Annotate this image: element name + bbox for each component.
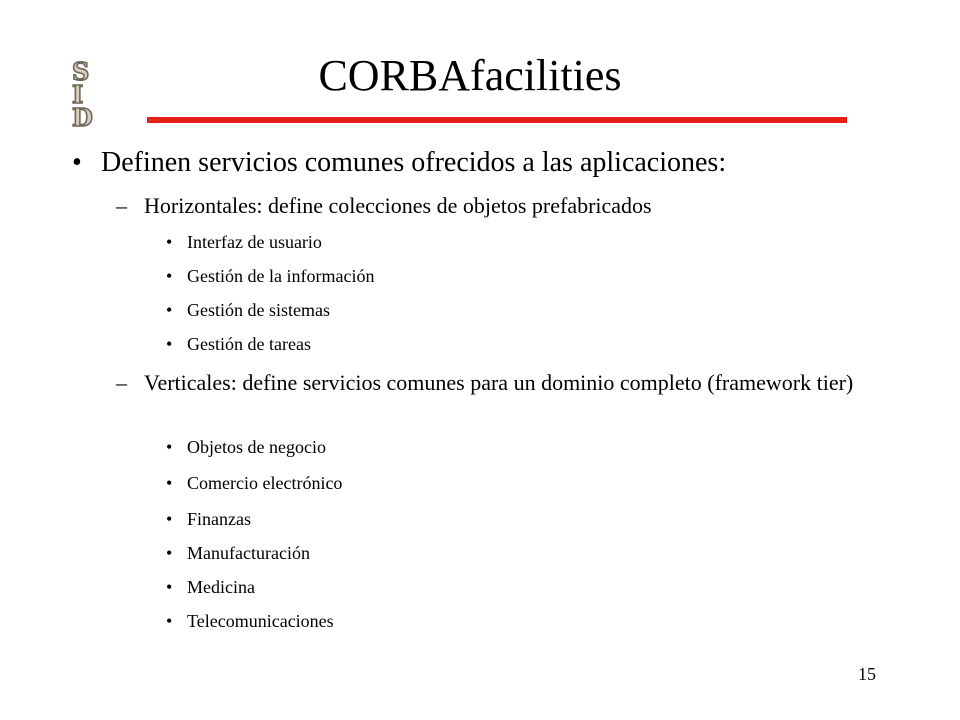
list-item-text: Gestión de sistemas xyxy=(187,300,330,320)
list-item-text: Comercio electrónico xyxy=(187,473,343,493)
list-item-text: Medicina xyxy=(187,577,255,597)
dash-marker: – xyxy=(116,193,127,218)
bullet-marker: • xyxy=(166,300,173,320)
bullet-marker: • xyxy=(166,266,173,286)
bullet-marker: • xyxy=(166,611,173,631)
horizontal-text: Horizontales: define colecciones de objetos prefabricados xyxy=(144,193,652,218)
dash-marker: – xyxy=(116,370,127,395)
list-item-text: Objetos de negocio xyxy=(187,437,326,457)
bullet-marker: • xyxy=(166,232,173,252)
vertical-subpoint xyxy=(116,370,856,396)
bullet-marker: • xyxy=(166,577,173,597)
list-item-text: Manufacturación xyxy=(187,543,310,563)
bullet-marker: • xyxy=(166,473,173,493)
logo-letter-i: I xyxy=(72,80,84,109)
list-item-text: Telecomunicaciones xyxy=(187,611,334,631)
list-item-text: Gestión de la información xyxy=(187,266,375,286)
list-item-text: Finanzas xyxy=(187,509,251,529)
bullet-marker: • xyxy=(166,509,173,529)
bullet-marker: • xyxy=(166,437,173,457)
list-item-text: Interfaz de usuario xyxy=(187,232,322,252)
bullet-marker: • xyxy=(72,147,82,178)
vertical-text: Verticales: define servicios comunes para un dominio completo (framework tier) xyxy=(144,370,854,395)
page-number: 15 xyxy=(858,664,876,684)
bullet-marker: • xyxy=(166,543,173,563)
bullet-marker: • xyxy=(166,334,173,354)
horizontal-subpoint xyxy=(116,193,856,219)
logo-letter-s: S xyxy=(72,58,90,86)
list-item-text: Gestión de tareas xyxy=(187,334,311,354)
logo-letter-d: D xyxy=(72,103,93,130)
slide-title: CORBAfacilities xyxy=(318,51,622,100)
main-bullet-text: Definen servicios comunes ofrecidos a las aplicaciones: xyxy=(101,147,727,178)
